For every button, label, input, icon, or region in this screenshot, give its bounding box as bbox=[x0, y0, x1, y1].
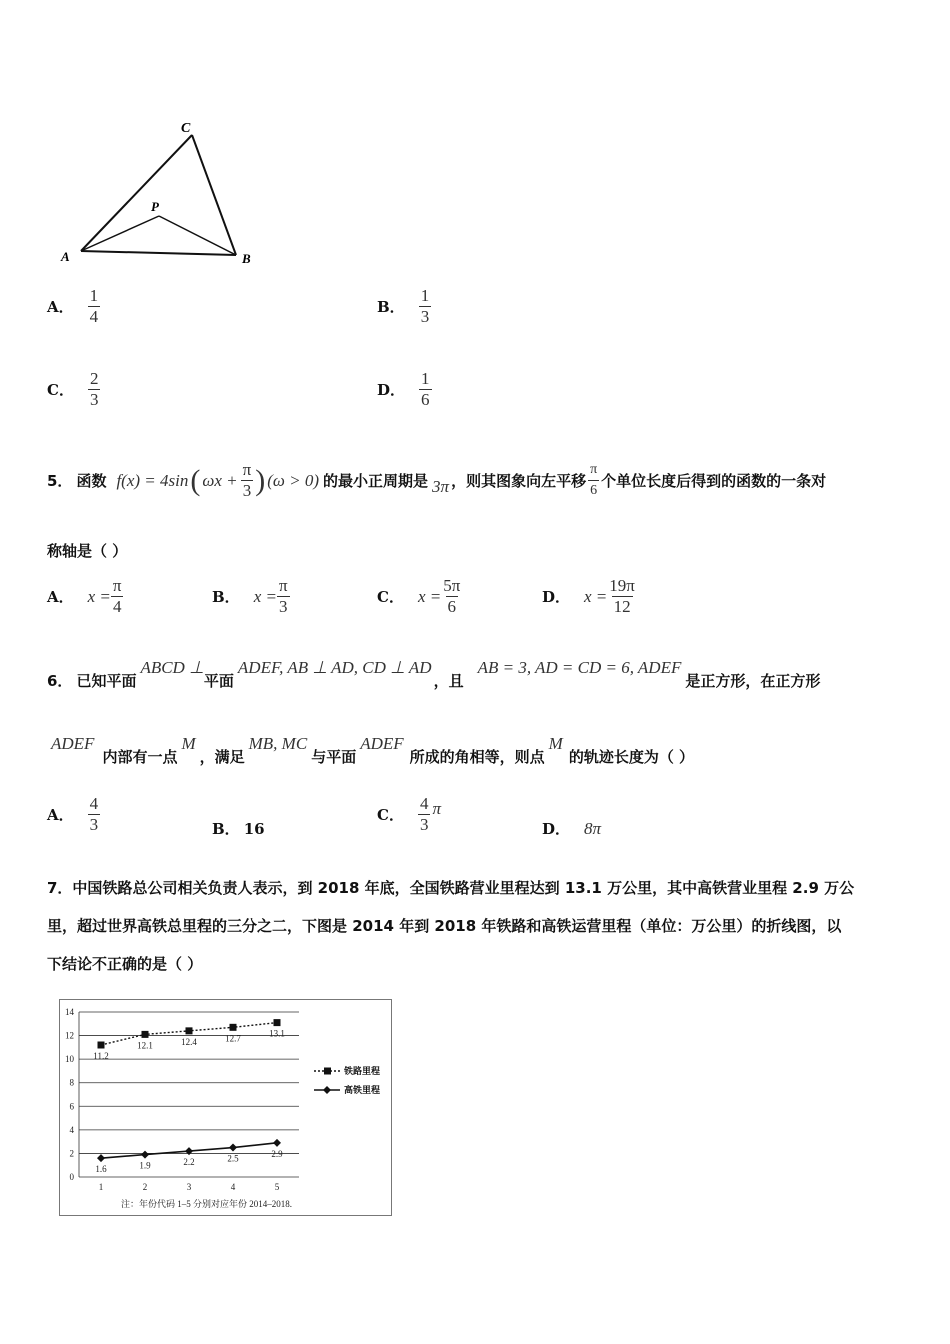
label-p: P bbox=[151, 199, 159, 214]
fraction: $\frac{1}{6}$ bbox=[421, 369, 430, 409]
y-tick-label: 4 bbox=[69, 1124, 74, 1135]
data-label: 11.2 bbox=[93, 1051, 109, 1061]
legend-marker-rail bbox=[324, 1068, 331, 1075]
y-tick-label: 0 bbox=[69, 1172, 74, 1182]
label-b: B bbox=[242, 251, 251, 266]
legend-label-rail: 铁路里程 bbox=[344, 1066, 381, 1076]
fraction: $\frac{4}{3}$ bbox=[89, 794, 99, 834]
fraction: $\frac{\pi}{4}$ bbox=[112, 576, 122, 616]
data-label: 13.1 bbox=[269, 1028, 285, 1039]
x-tick-label: 1 bbox=[98, 1182, 104, 1192]
q5-option-d[interactable]: D． x = $\frac{19\pi}{12}$ bbox=[542, 576, 635, 616]
data-label: 1.9 bbox=[139, 1160, 151, 1171]
fraction: $\frac{19\pi}{12}$ bbox=[609, 576, 635, 616]
option-label: B． bbox=[377, 298, 405, 316]
q6-stem-line2: ADEF 内部有一点 M ，满足 MB, MC 与平面 ADEF 所成的角相等，则点 M 的轨迹长度为（ ） bbox=[51, 734, 695, 766]
segment-ap bbox=[81, 216, 159, 251]
label-a: A bbox=[61, 249, 70, 264]
data-point bbox=[186, 1027, 193, 1034]
q6-option-a[interactable]: A． $\frac{4}{3}$ bbox=[47, 794, 99, 834]
q5-option-c[interactable]: C． x = $\frac{5\pi}{6}$ bbox=[377, 576, 461, 616]
y-tick-label: 8 bbox=[69, 1077, 74, 1088]
triangle-figure bbox=[55, 115, 275, 275]
q4-option-a[interactable] bbox=[47, 286, 100, 327]
x-tick-label: 4 bbox=[230, 1182, 236, 1192]
option-label: A． bbox=[47, 298, 74, 316]
fraction: $\frac{1}{4}$ bbox=[89, 286, 99, 326]
x-tick-label: 2 bbox=[142, 1182, 148, 1192]
y-tick-label: 12 bbox=[65, 1030, 74, 1041]
q6-option-d[interactable]: D． 8π bbox=[542, 818, 602, 838]
fraction: $\frac{1}{3}$ bbox=[420, 286, 430, 326]
x-tick-label: 3 bbox=[186, 1182, 192, 1192]
option-label: D． bbox=[377, 381, 406, 399]
x-tick-label: 5 bbox=[274, 1182, 280, 1192]
data-point bbox=[274, 1019, 281, 1026]
fraction: $\frac{4}{3}$ bbox=[419, 794, 429, 834]
data-label: 1.6 bbox=[95, 1164, 107, 1175]
q5-option-b[interactable]: B． x = $\frac{\pi}{3}$ bbox=[212, 576, 288, 616]
q5-option-a[interactable]: A． x = $\frac{\pi}{4}$ bbox=[47, 576, 122, 616]
q6-stem-line1: 6． 已知平面 ABCD ⊥ 平面 ADEF, AB ⊥ AD, CD ⊥ AD ，且 AB = 3, AD = CD = 6, ADEF 是正方形，在正方形 bbox=[47, 658, 821, 690]
q4-option-b[interactable] bbox=[377, 286, 431, 327]
option-label: C． bbox=[47, 381, 74, 399]
fraction: $\frac{5\pi}{6}$ bbox=[443, 576, 461, 616]
q4-option-d[interactable] bbox=[377, 369, 432, 410]
q6-option-b[interactable]: B． 16 bbox=[212, 819, 265, 838]
segment-ab bbox=[81, 251, 236, 255]
y-tick-label: 14 bbox=[65, 1007, 74, 1017]
data-point bbox=[230, 1024, 237, 1031]
data-label: 2.2 bbox=[183, 1157, 195, 1168]
y-tick-label: 2 bbox=[69, 1148, 74, 1159]
data-label: 2.5 bbox=[227, 1153, 239, 1164]
data-label: 12.1 bbox=[137, 1040, 153, 1051]
q5-stem-line1: 5． 函数 f(x) = 4sin ( ωx + $\frac{\pi}{3}$ ) (ω > 0) 的最小正周期是 3π ，则其图象向左平移 $\frac{\pi}{6}$ 个单位长度后得到的函数的一条对 bbox=[47, 460, 827, 500]
label-c: C bbox=[181, 121, 191, 136]
fraction: $\frac{\pi}{6}$ bbox=[588, 460, 599, 501]
data-point bbox=[98, 1042, 105, 1049]
railway-line-chart bbox=[59, 999, 392, 1216]
y-tick-label: 10 bbox=[65, 1054, 74, 1065]
segment-cb bbox=[192, 135, 236, 255]
legend-label-hsr: 高铁里程 bbox=[344, 1085, 381, 1095]
fraction: $\frac{\pi}{3}$ bbox=[278, 576, 288, 616]
data-point bbox=[142, 1031, 149, 1038]
data-label: 12.4 bbox=[181, 1036, 197, 1047]
q7-stem-line2: 里，超过世界高铁总里程的三分之二，下图是 2014 年到 2018 年铁路和高铁运营里程（单位：万公里）的折线图，以 bbox=[47, 917, 842, 935]
q7-stem-line3: 下结论不正确的是（ ） bbox=[47, 955, 203, 973]
segment-ac bbox=[81, 135, 192, 251]
data-label: 12.7 bbox=[225, 1033, 241, 1044]
q4-option-c[interactable] bbox=[47, 369, 100, 410]
y-tick-label: 6 bbox=[69, 1101, 74, 1112]
chart-note: 注：年份代码 1–5 分别对应年份 2014–2018. bbox=[121, 1199, 293, 1209]
fraction: $\frac{2}{3}$ bbox=[89, 369, 99, 409]
data-label: 2.9 bbox=[271, 1148, 283, 1159]
q7-stem-line1: 7．中国铁路总公司相关负责人表示，到 2018 年底，全国铁路营业里程达到 13.1 万公里，其中高铁营业里程 2.9 万公 bbox=[47, 879, 855, 897]
fraction: $\frac{\pi}{3}$ bbox=[242, 460, 252, 500]
q5-stem-line2: 称轴是（ ） bbox=[47, 542, 128, 560]
q6-option-c[interactable]: C． $\frac{4}{3}$ π bbox=[377, 794, 441, 834]
